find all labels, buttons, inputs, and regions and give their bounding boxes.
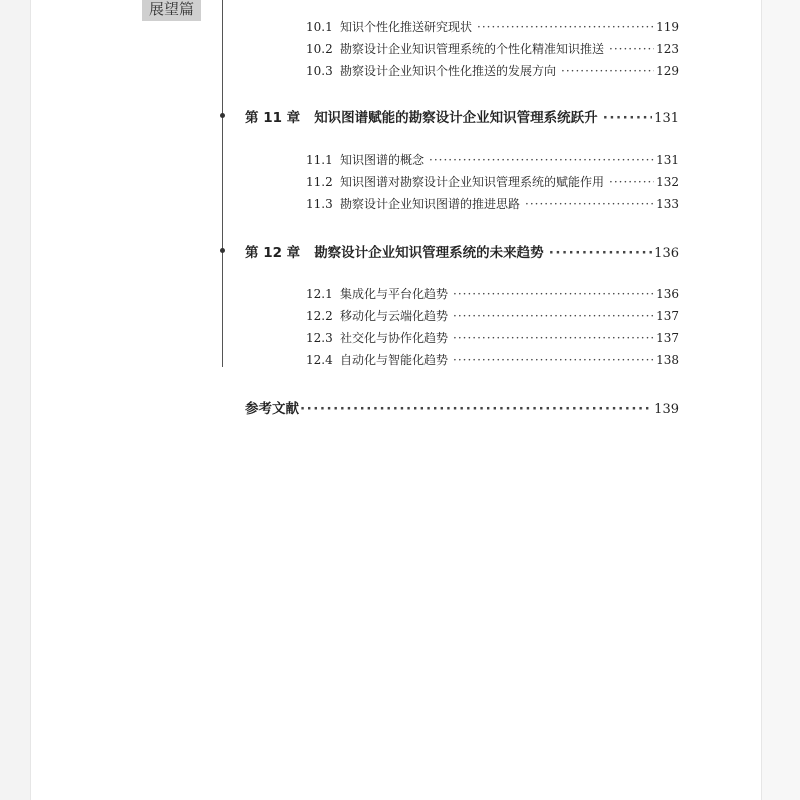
- chapter-entry[interactable]: [245, 241, 679, 261]
- page-number: 136: [654, 246, 679, 261]
- dot-leader: [603, 110, 652, 126]
- timeline-line: [222, 0, 223, 367]
- page-number: 138: [656, 353, 679, 367]
- section-number: 12.3: [306, 331, 333, 345]
- dot-leader: [561, 64, 654, 78]
- page-number: 132: [656, 175, 679, 189]
- dot-leader: [609, 175, 654, 189]
- chapter-entry[interactable]: [245, 106, 679, 126]
- chapter-title: 勘察设计企业知识管理系统的未来趋势: [314, 245, 544, 261]
- section-number: 11.2: [306, 175, 333, 189]
- references-entry[interactable]: [245, 397, 679, 417]
- page-number: 131: [656, 153, 679, 167]
- section-title: 集成化与平台化趋势: [340, 287, 449, 301]
- dot-leader: [477, 20, 654, 34]
- page-number: 129: [656, 64, 679, 78]
- section-number: 12.1: [306, 287, 333, 301]
- dot-leader: [453, 353, 654, 367]
- section-title: 知识个性化推送研究现状: [340, 20, 473, 34]
- section-title: 勘察设计企业知识个性化推送的发展方向: [340, 64, 557, 78]
- page-edge: [761, 0, 800, 800]
- page-number: 137: [656, 309, 679, 323]
- page-number: 133: [656, 197, 679, 211]
- section-title: 勘察设计企业知识管理系统的个性化精准知识推送: [340, 42, 605, 56]
- chapter-number: 第 12 章: [245, 245, 301, 261]
- page-number: 131: [654, 111, 679, 126]
- page-number: 123: [656, 42, 679, 56]
- section-number: 12.2: [306, 309, 333, 323]
- toc-entry[interactable]: [306, 329, 679, 346]
- dot-leader: [609, 42, 654, 56]
- section-title: 知识图谱对勘察设计企业知识管理系统的赋能作用: [340, 175, 605, 189]
- toc-entry[interactable]: [306, 40, 679, 57]
- toc-entry[interactable]: [306, 151, 679, 168]
- dot-leader: [549, 245, 652, 261]
- dot-leader: [300, 401, 652, 417]
- toc-entry[interactable]: [306, 307, 679, 324]
- chapter-bullet: [220, 248, 225, 253]
- chapter-title: 知识图谱赋能的勘察设计企业知识管理系统跃升: [314, 110, 598, 126]
- section-title: 自动化与智能化趋势: [340, 353, 449, 367]
- part-tab: 展望篇: [142, 0, 201, 21]
- section-number: 10.2: [306, 42, 333, 56]
- dot-leader: [453, 309, 654, 323]
- chapter-bullet: [220, 113, 225, 118]
- page-number: 136: [656, 287, 679, 301]
- section-title: 知识图谱的概念: [340, 153, 425, 167]
- dot-leader: [429, 153, 654, 167]
- section-number: 11.1: [306, 153, 333, 167]
- section-number: 10.3: [306, 64, 333, 78]
- references-title: 参考文献: [245, 401, 299, 417]
- toc-entry[interactable]: [306, 62, 679, 79]
- dot-leader: [525, 197, 654, 211]
- section-number: 12.4: [306, 353, 333, 367]
- page-number: 119: [656, 20, 679, 34]
- section-title: 勘察设计企业知识图谱的推进思路: [340, 197, 521, 211]
- section-title: 社交化与协作化趋势: [340, 331, 449, 345]
- dot-leader: [453, 331, 654, 345]
- page-number: 137: [656, 331, 679, 345]
- toc-entry[interactable]: [306, 195, 679, 212]
- toc-entry[interactable]: [306, 285, 679, 302]
- toc-entry[interactable]: [306, 173, 679, 190]
- toc-entry[interactable]: [306, 351, 679, 368]
- section-number: 10.1: [306, 20, 333, 34]
- dot-leader: [453, 287, 654, 301]
- chapter-number: 第 11 章: [245, 110, 301, 126]
- section-title: 移动化与云端化趋势: [340, 309, 449, 323]
- page-number: 139: [654, 402, 679, 417]
- toc-entry[interactable]: [306, 18, 679, 35]
- section-number: 11.3: [306, 197, 333, 211]
